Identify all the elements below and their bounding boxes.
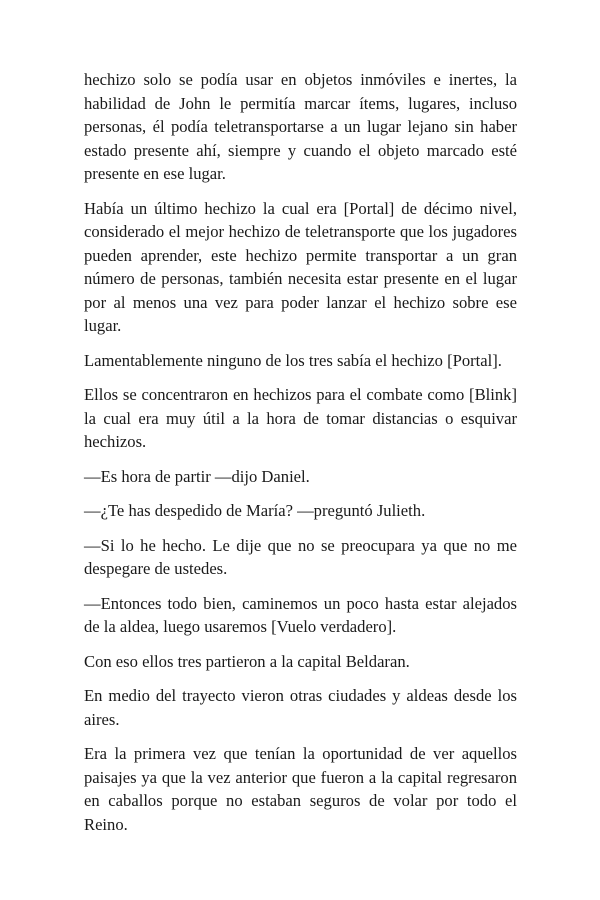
document-page <box>84 68 517 847</box>
paragraph: Lamentablemente ninguno de los tres sabía el hechizo [Portal]. <box>84 350 502 370</box>
dialogue-line: —Si lo he hecho. Le dije que no se preocupara ya que no me despegare de ustedes. <box>84 535 517 578</box>
paragraph: Con eso ellos tres partieron a la capital Beldaran. <box>84 651 410 671</box>
paragraph: En medio del trayecto vieron otras ciudades y aldeas desde los aires. <box>84 686 517 729</box>
paragraph: hechizo solo se podía usar en objetos inmóviles e inertes, la habilidad de John le permitía marcar ítems, lugares, incluso personas, él podía teletransportarse a un lugar lejano sin haber estado presente ahí, siempre y cuando el objeto marcado esté presente en ese lugar. <box>84 70 517 183</box>
paragraph: Era la primera vez que tenían la oportunidad de ver aquellos paisajes ya que la vez anterior que fueron a la capital regresaron en caballos porque no estaban seguros de volar por todo el Reino. <box>84 744 517 834</box>
dialogue-line: —Entonces todo bien, caminemos un poco hasta estar alejados de la aldea, luego usaremos [Vuelo verdadero]. <box>84 593 517 636</box>
paragraph: Ellos se concentraron en hechizos para el combate como [Blink] la cual era muy útil a la hora de tomar distancias o esquivar hechizos. <box>84 385 517 451</box>
dialogue-line: —¿Te has despedido de María? —preguntó Julieth. <box>84 501 426 520</box>
paragraph: Había un último hechizo la cual era [Portal] de décimo nivel, considerado el mejor hechizo de teletransporte que los jugadores pueden aprender, este hechizo permite transportar a un gran número de personas, también necesita estar presente en el lugar por al menos una vez para poder lanzar el hechizo sobre ese lugar. <box>84 198 517 335</box>
dialogue-line: —Es hora de partir —dijo Daniel. <box>84 466 310 486</box>
